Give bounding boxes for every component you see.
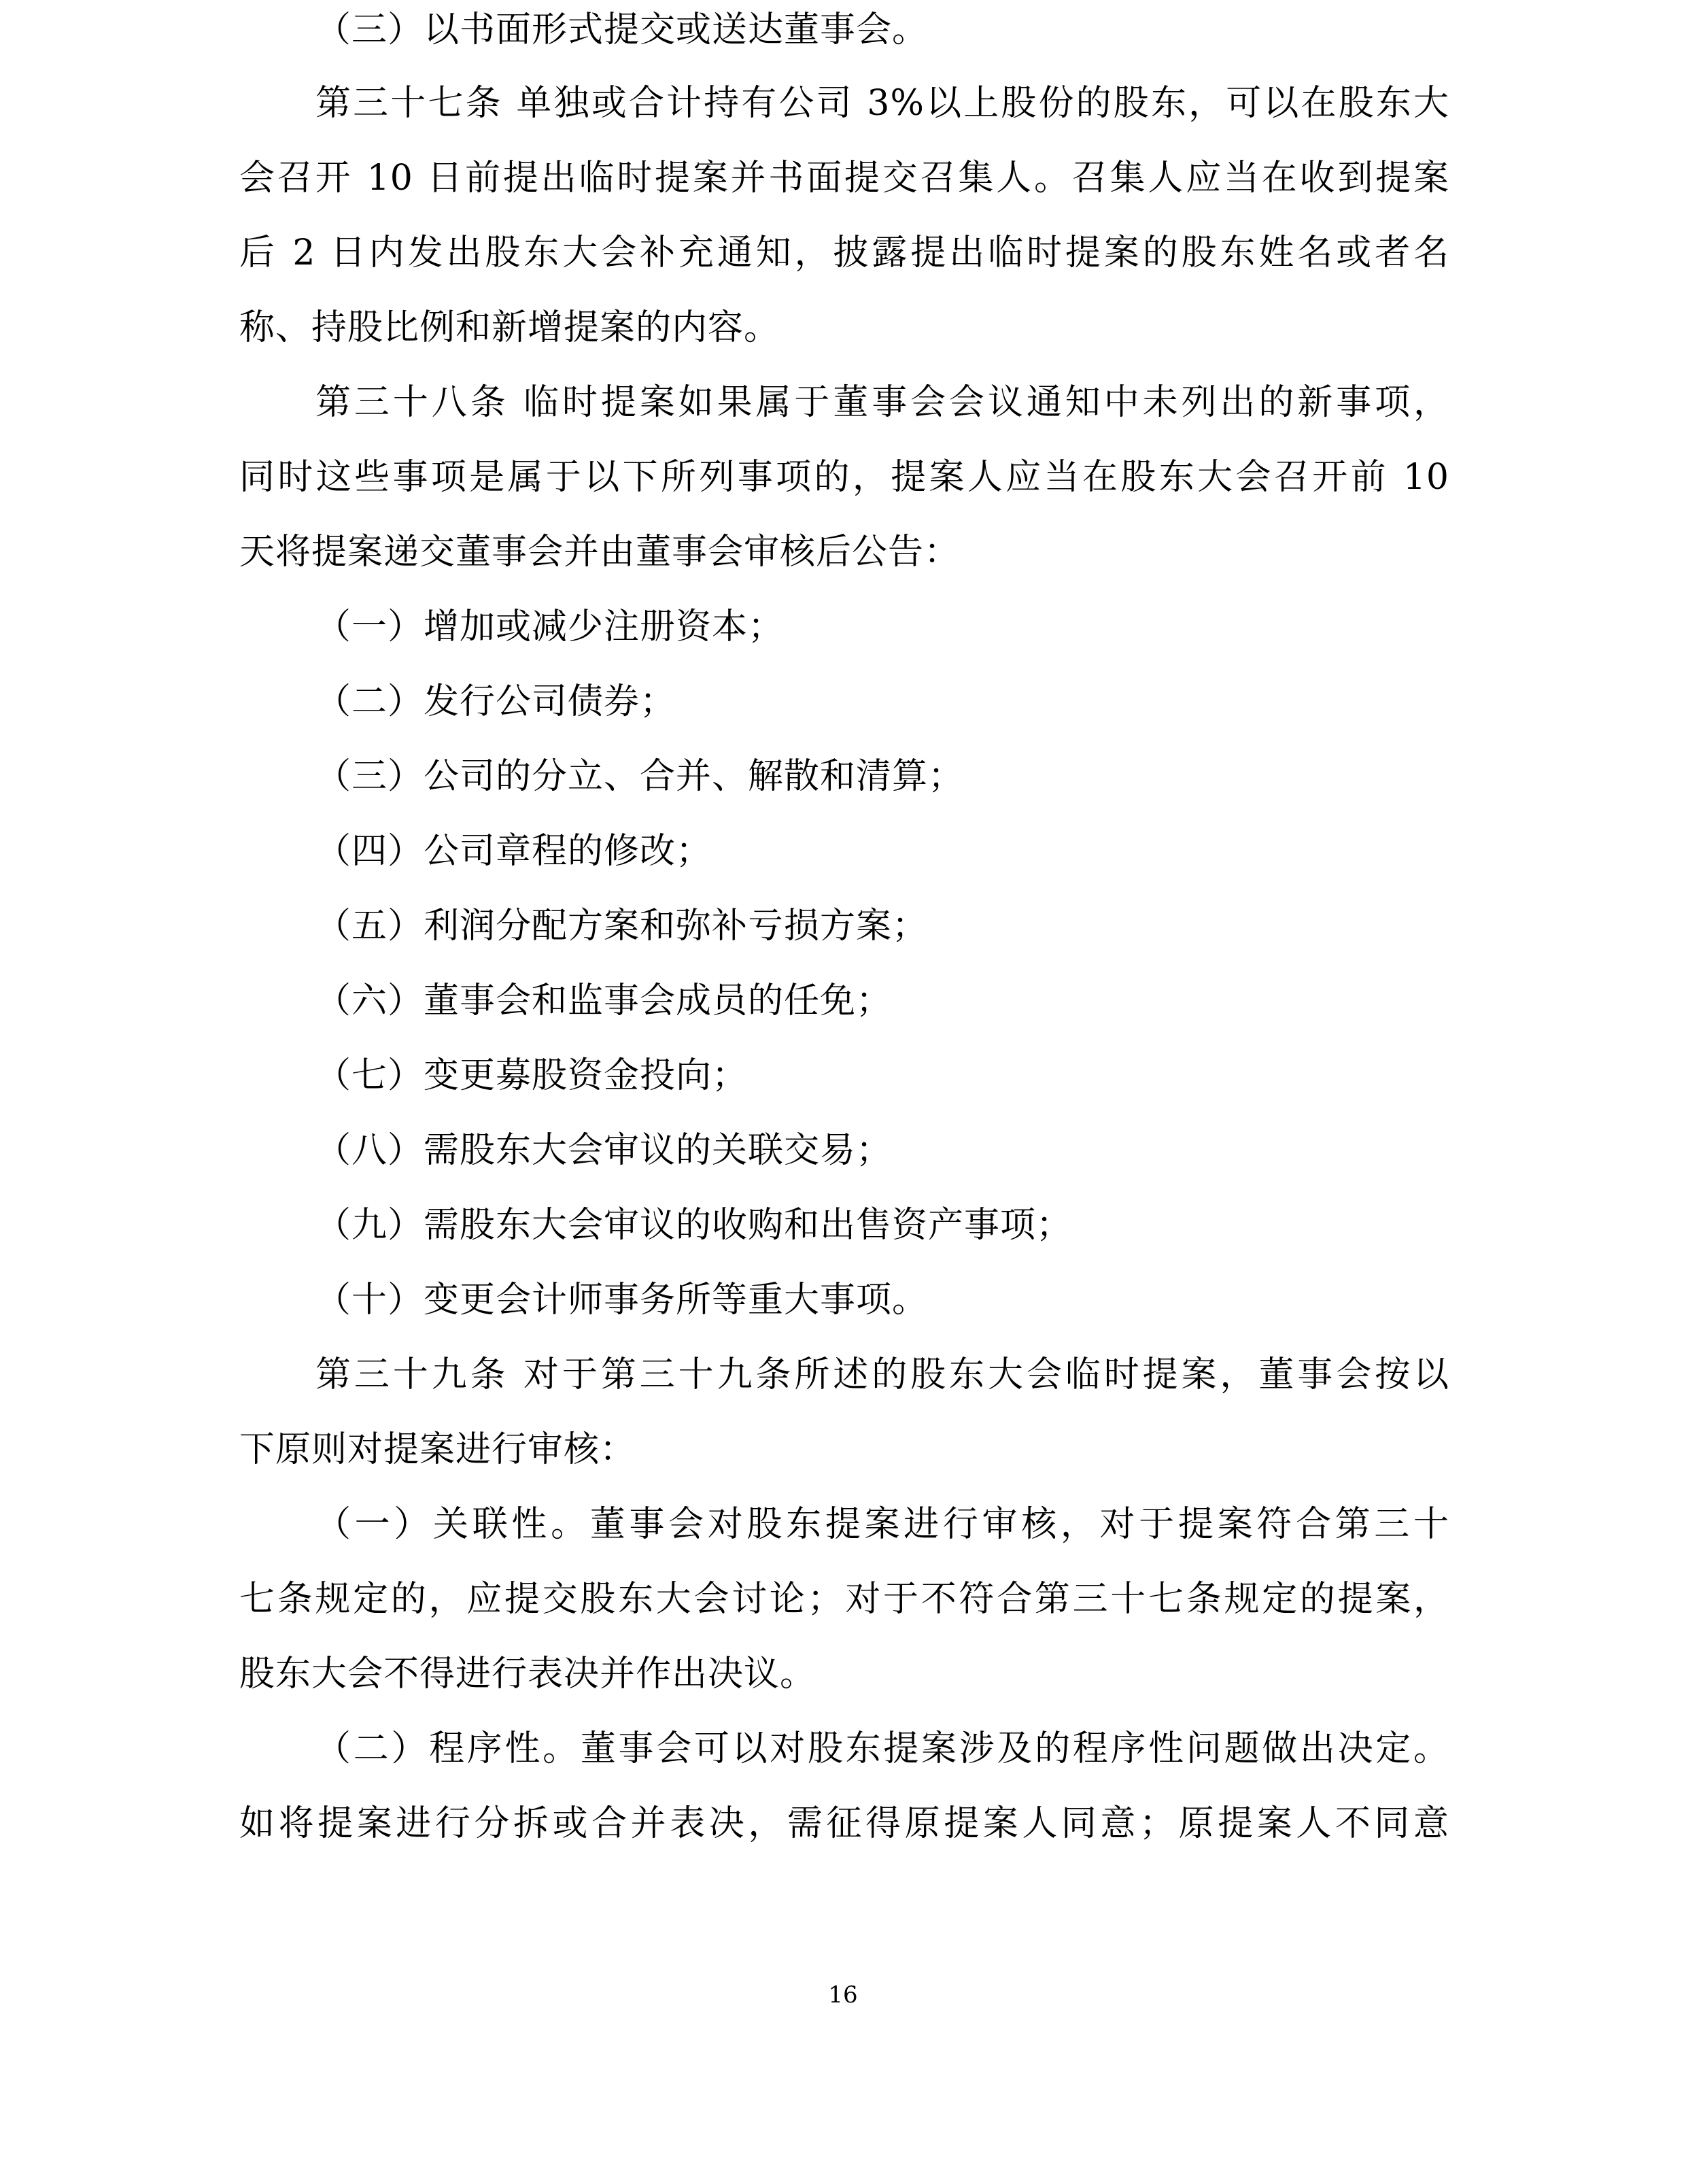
- text-line: （三）以书面形式提交或送达董事会。: [315, 10, 929, 50]
- text-line: 第三十八条 临时提案如果属于董事会会议通知中未列出的新事项，: [315, 382, 1449, 423]
- text-line: 后 2 日内发出股东大会补充通知，披露提出临时提案的股东姓名或者名: [239, 233, 1449, 273]
- list-item: （四）公司章程的修改；: [315, 831, 712, 872]
- text-line: 第三十九条 对于第三十九条所述的股东大会临时提案，董事会按以: [315, 1354, 1449, 1395]
- text-line: 称、持股比例和新增提案的内容。: [239, 307, 780, 348]
- list-item: （九）需股东大会审议的收购和出售资产事项；: [315, 1205, 1073, 1246]
- text-line: 股东大会不得进行表决并作出决议。: [239, 1654, 816, 1694]
- text-line: （二）程序性。董事会可以对股东提案涉及的程序性问题做出决定。: [315, 1728, 1449, 1769]
- text-line: 下原则对提案进行审核：: [239, 1429, 636, 1470]
- text-line: 第三十七条 单独或合计持有公司 3%以上股份的股东，可以在股东大: [315, 83, 1449, 124]
- text-line: （一）关联性。董事会对股东提案进行审核，对于提案符合第三十: [315, 1504, 1449, 1545]
- list-item: （十）变更会计师事务所等重大事项。: [315, 1280, 929, 1320]
- text-line: 天将提案递交董事会并由董事会审核后公告：: [239, 532, 961, 573]
- list-item: （五）利润分配方案和弥补亏损方案；: [315, 906, 929, 946]
- list-item: （二）发行公司债券；: [315, 681, 676, 722]
- list-item: （一）增加或减少注册资本；: [315, 607, 785, 647]
- text-line: 七条规定的，应提交股东大会讨论；对于不符合第三十七条规定的提案，: [239, 1579, 1449, 1620]
- list-item: （八）需股东大会审议的关联交易；: [315, 1130, 893, 1171]
- list-item: （七）变更募股资金投向；: [315, 1055, 749, 1096]
- page-number: 16: [828, 1981, 858, 2009]
- text-line: 同时这些事项是属于以下所列事项的，提案人应当在股东大会召开前 10: [239, 457, 1449, 498]
- text-line: 会召开 10 日前提出临时提案并书面提交召集人。召集人应当在收到提案: [239, 158, 1449, 199]
- list-item: （六）董事会和监事会成员的任免；: [315, 980, 893, 1021]
- list-item: （三）公司的分立、合并、解散和清算；: [315, 756, 965, 797]
- text-line: 如将提案进行分拆或合并表决，需征得原提案人同意；原提案人不同意: [239, 1803, 1449, 1844]
